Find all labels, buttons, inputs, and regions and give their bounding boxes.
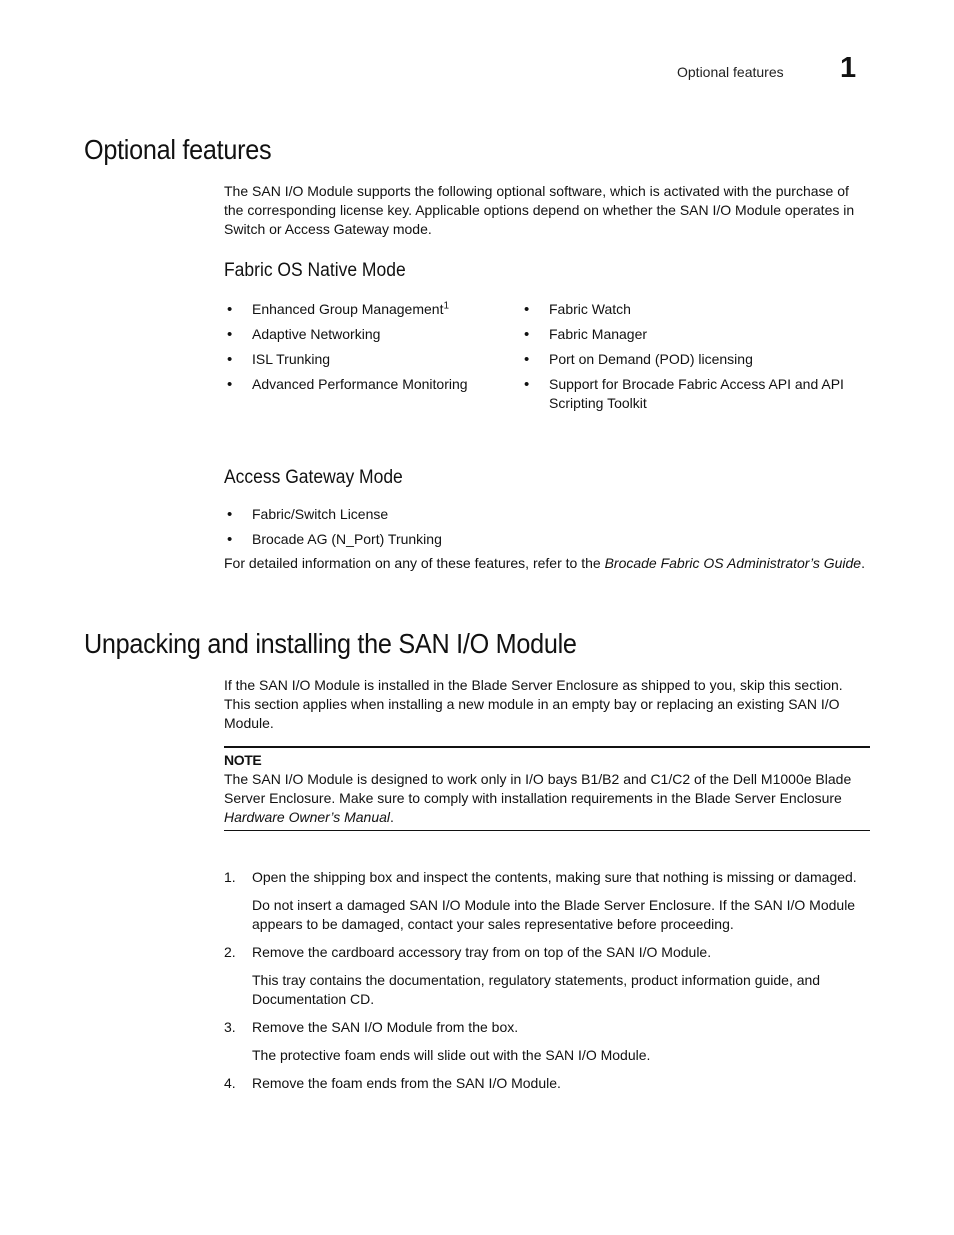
- fabric-os-features-left-list: [224, 300, 504, 400]
- note-text: The SAN I/O Module is designed to work only in I/O bays B1/B2 and C1/C2 of the Dell M1000e Blade Server Enclosure. Make sure to comply with installation requirements in the Blade Server Enclosure Hardware Owner’s Manual.: [224, 771, 852, 825]
- running-header-title: Optional features: [677, 64, 784, 80]
- installation-steps-list: [224, 868, 870, 1102]
- step-number: 2.: [224, 944, 236, 960]
- step-item: [224, 1074, 870, 1093]
- note-box: [224, 746, 870, 831]
- list-item: • Fabric/Switch License: [224, 505, 724, 524]
- step-text: Remove the SAN I/O Module from the box.: [252, 1019, 519, 1035]
- step-item: [224, 943, 870, 1009]
- list-item: • Support for Brocade Fabric Access API and API Scripting Toolkit: [521, 375, 871, 413]
- optional-features-intro: The SAN I/O Module supports the following optional software, which is activated with the purchase of the corresponding license key. Applicable options depend on whether the SAN I/O Module operates in Switch or Access Gateway mode.: [224, 183, 855, 237]
- unpacking-intro: If the SAN I/O Module is installed in the Blade Server Enclosure as shipped to you, skip this section. This section applies when installing a new module in an empty bay or replacing an existing SAN I/O Module.: [224, 677, 843, 731]
- step-number: 4.: [224, 1075, 236, 1091]
- step-item: [224, 868, 870, 934]
- footnote-marker: 1: [443, 300, 450, 312]
- list-item: • Fabric Watch: [521, 300, 871, 319]
- step-number: 3.: [224, 1019, 236, 1035]
- step-text: Open the shipping box and inspect the contents, making sure that nothing is missing or damaged.: [252, 869, 857, 885]
- chapter-number: 1: [840, 52, 857, 84]
- section-title-unpacking-installing: Unpacking and installing the SAN I/O Module: [84, 628, 577, 659]
- list-item: • Port on Demand (POD) licensing: [521, 350, 871, 369]
- administrator-guide-reference: For detailed information on any of these features, refer to the Brocade Fabric OS Administrator’s Guide.: [224, 555, 865, 571]
- step-text: Remove the cardboard accessory tray from on top of the SAN I/O Module.: [252, 944, 712, 960]
- step-detail: This tray contains the documentation, regulatory statements, product information guide, and Documentation CD.: [252, 972, 821, 1007]
- heading-fabric-os-native-mode: Fabric OS Native Mode: [224, 260, 406, 281]
- list-item: • Advanced Performance Monitoring: [224, 375, 504, 394]
- fabric-os-features-right-list: [521, 300, 871, 419]
- note-label: NOTE: [224, 752, 262, 768]
- step-text: Remove the foam ends from the SAN I/O Module.: [252, 1075, 561, 1091]
- list-item: • Enhanced Group Management$^1$: [224, 300, 504, 319]
- manual-title: Hardware Owner’s Manual: [224, 809, 390, 825]
- guide-title: Brocade Fabric OS Administrator’s Guide: [604, 555, 862, 571]
- list-item: • Adaptive Networking: [224, 325, 504, 344]
- section-title-optional-features: Optional features: [84, 134, 272, 165]
- step-number: 1.: [224, 869, 236, 885]
- list-item: • ISL Trunking: [224, 350, 504, 369]
- list-item: • Brocade AG (N_Port) Trunking: [224, 530, 724, 549]
- step-item: [224, 1018, 870, 1065]
- step-detail: Do not insert a damaged SAN I/O Module into the Blade Server Enclosure. If the SAN I/O Module appears to be damaged, contact your sales representative before proceeding.: [252, 897, 856, 932]
- step-detail: The protective foam ends will slide out with the SAN I/O Module.: [252, 1047, 651, 1063]
- access-gateway-features-list: [224, 505, 724, 555]
- list-item: • Fabric Manager: [521, 325, 871, 344]
- heading-access-gateway-mode: Access Gateway Mode: [224, 467, 403, 488]
